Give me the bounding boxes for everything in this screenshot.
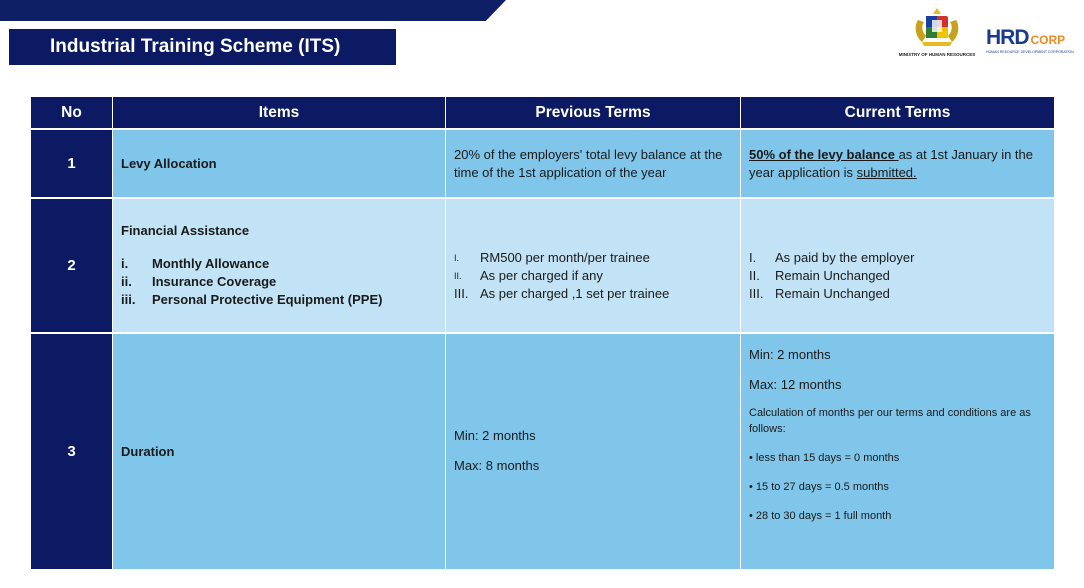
item-title: Levy Allocation: [121, 156, 217, 172]
list-item-text: As per charged ,1 set per trainee: [480, 285, 670, 301]
list-item: [121, 291, 437, 309]
list-marker: I.: [454, 252, 460, 263]
list-marker: iii.: [121, 291, 136, 307]
current-terms-cell: [741, 334, 1054, 569]
current-terms-list: [749, 249, 1046, 303]
page-title: [9, 29, 396, 65]
row-number: 1: [31, 130, 112, 197]
list-item: [454, 249, 732, 267]
list-marker: II.: [749, 267, 760, 283]
list-item-text: Insurance Coverage: [152, 273, 277, 289]
coat-of-arms-icon: [910, 6, 964, 50]
list-item: [454, 267, 732, 285]
table-row: [31, 199, 1054, 332]
duration-rule: • 15 to 27 days = 0.5 months: [749, 480, 889, 493]
header-items: Items: [113, 97, 445, 128]
item-cell: [113, 199, 445, 332]
current-terms-text: [749, 146, 1046, 182]
ministry-logo: [895, 6, 979, 60]
previous-terms-list: [454, 249, 732, 303]
list-item-text: As paid by the employer: [775, 249, 915, 265]
previous-terms-cell: [446, 334, 740, 569]
current-min-duration: Min: 2 months: [749, 346, 831, 362]
item-cell: [113, 130, 445, 197]
list-item: [121, 273, 437, 291]
list-item: [454, 285, 732, 303]
table-row: [31, 130, 1054, 197]
list-item: [749, 267, 1046, 285]
header-no: No: [31, 97, 112, 128]
list-marker: I.: [749, 249, 757, 265]
ministry-caption: MINISTRY OF HUMAN RESOURCES: [898, 52, 976, 57]
previous-terms-cell: [446, 199, 740, 332]
top-accent-bar: [0, 0, 506, 21]
hrd-corp-logo: [986, 28, 1082, 60]
table-row: [31, 334, 1054, 569]
item-cell: [113, 334, 445, 569]
list-marker: III.: [454, 285, 469, 301]
terms-table: [30, 95, 1055, 571]
current-terms-cell: [741, 130, 1054, 197]
previous-max-duration: Max: 8 months: [454, 458, 540, 474]
current-terms-cell: [741, 199, 1054, 332]
current-terms-middle: as at 1st January in the year application is: [749, 146, 1033, 180]
list-marker: i.: [121, 255, 129, 271]
list-item-text: As per charged if any: [480, 267, 603, 283]
current-terms-underlined: submitted.: [856, 164, 917, 180]
list-item-text: Remain Unchanged: [775, 267, 890, 283]
row-number: 3: [31, 334, 112, 569]
list-item-text: Remain Unchanged: [775, 285, 890, 301]
item-sub-list: [121, 255, 437, 309]
header-previous-terms: Previous Terms: [446, 97, 740, 128]
list-item-text: Personal Protective Equipment (PPE): [152, 291, 383, 307]
list-item-text: Monthly Allowance: [152, 255, 270, 271]
item-title: Duration: [121, 443, 175, 459]
list-item-text: RM500 per month/per trainee: [480, 249, 650, 265]
list-item: [749, 249, 1046, 267]
hrd-caption: HUMAN RESOURCE DEVELOPMENT CORPORATION: [986, 50, 1074, 54]
hrd-logo-text: HRD: [986, 26, 1029, 49]
previous-min-duration: Min: 2 months: [454, 428, 536, 444]
page-title-text: Industrial Training Scheme (ITS): [50, 36, 341, 57]
list-item: [121, 255, 437, 273]
previous-terms-text: 20% of the employers' total levy balance at the time of the 1st application of the year: [454, 146, 723, 180]
current-max-duration: Max: 12 months: [749, 376, 842, 392]
previous-terms-cell: [446, 130, 740, 197]
current-terms-bold: 50% of the levy balance: [749, 146, 899, 162]
item-title: Financial Assistance: [121, 222, 250, 238]
hrd-corp-text: CORP: [1030, 33, 1066, 47]
list-marker: II.: [454, 270, 462, 281]
calculation-note: Calculation of months per our terms and conditions are as follows:: [749, 406, 1031, 435]
list-item: [749, 285, 1046, 303]
table-header-row: [31, 97, 1054, 128]
list-marker: ii.: [121, 273, 132, 289]
duration-rule: • less than 15 days = 0 months: [749, 451, 900, 464]
list-marker: III.: [749, 285, 764, 301]
duration-rule: • 28 to 30 days = 1 full month: [749, 509, 892, 522]
header-current-terms: Current Terms: [741, 97, 1054, 128]
current-duration: [749, 347, 1046, 524]
row-number: 2: [31, 199, 112, 332]
previous-duration: [454, 428, 732, 474]
